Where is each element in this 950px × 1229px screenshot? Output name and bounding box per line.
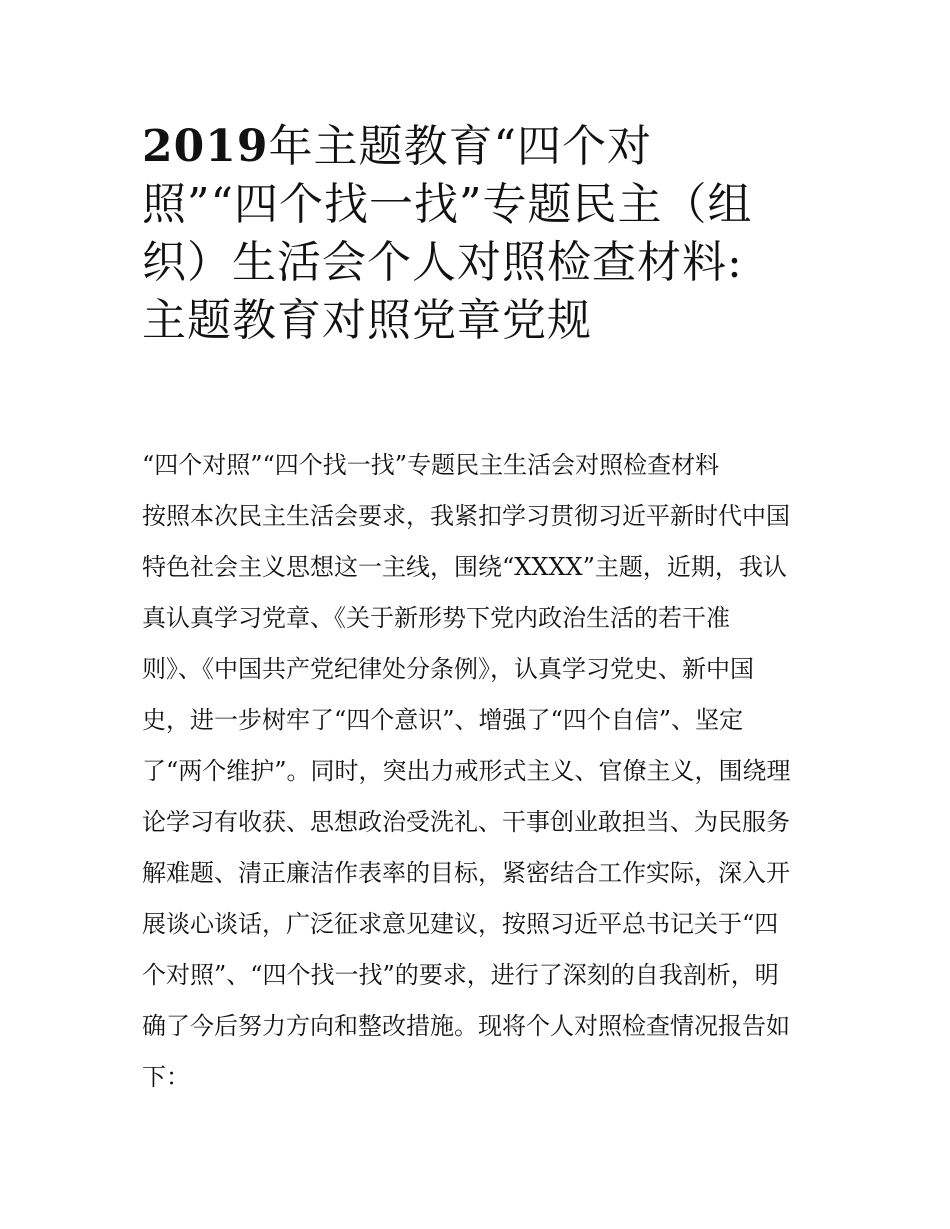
body-line-7: 论学习有收获、思想政治受洗礼、干事创业敢担当、为民服务 — [142, 808, 790, 836]
subtitle-line: “四个对照”“四个找一找”专题民主生活会对照检查材料 — [142, 451, 720, 479]
title-line-2: 照”“四个找一找”专题民主（组 — [142, 179, 753, 230]
body-line-3: 真认真学习党章、《关于新形势下党内政治生活的若干准 — [142, 604, 730, 632]
body-line-10: 个对照”、“四个找一找”的要求，进行了深刻的自我剖析，明 — [142, 961, 779, 989]
body-line-11: 确了今后努力方向和整改措施。现将个人对照检查情况报告如 — [142, 1012, 790, 1040]
body-line-5: 史，进一步树牢了“四个意识”、增强了“四个自信”、坚定 — [142, 706, 744, 734]
title-line-4: 主题教育对照党章党规 — [142, 295, 592, 346]
body-line-8: 解难题、清正廉洁作表率的目标，紧密结合工作实际，深入开 — [142, 859, 790, 887]
document-body — [142, 440, 817, 1103]
title-line-1-text: 年主题教育“四个对 — [268, 121, 652, 172]
body-line-9: 展谈心谈话，广泛征求意见建议，按照习近平总书记关于“四 — [142, 910, 779, 938]
title-line-1 — [142, 118, 817, 176]
body-line-6: 了“两个维护”。同时，突出力戒形式主义、官僚主义，围绕理 — [142, 757, 791, 785]
title-year: 2019 — [142, 121, 269, 172]
title-line-3: 织）生活会个人对照检查材料: — [142, 237, 743, 288]
document-title — [142, 118, 817, 350]
body-line-1: 按照本次民主生活会要求，我紧扣学习贯彻习近平新时代中国 — [142, 502, 790, 530]
body-line-4: 则》、《中国共产党纪律处分条例》，认真学习党史、新中国 — [142, 655, 754, 683]
body-line-12: 下： — [142, 1063, 190, 1091]
body-line-2: 特色社会主义思想这一主线，围绕“XXXX”主题，近期，我认 — [142, 553, 787, 581]
